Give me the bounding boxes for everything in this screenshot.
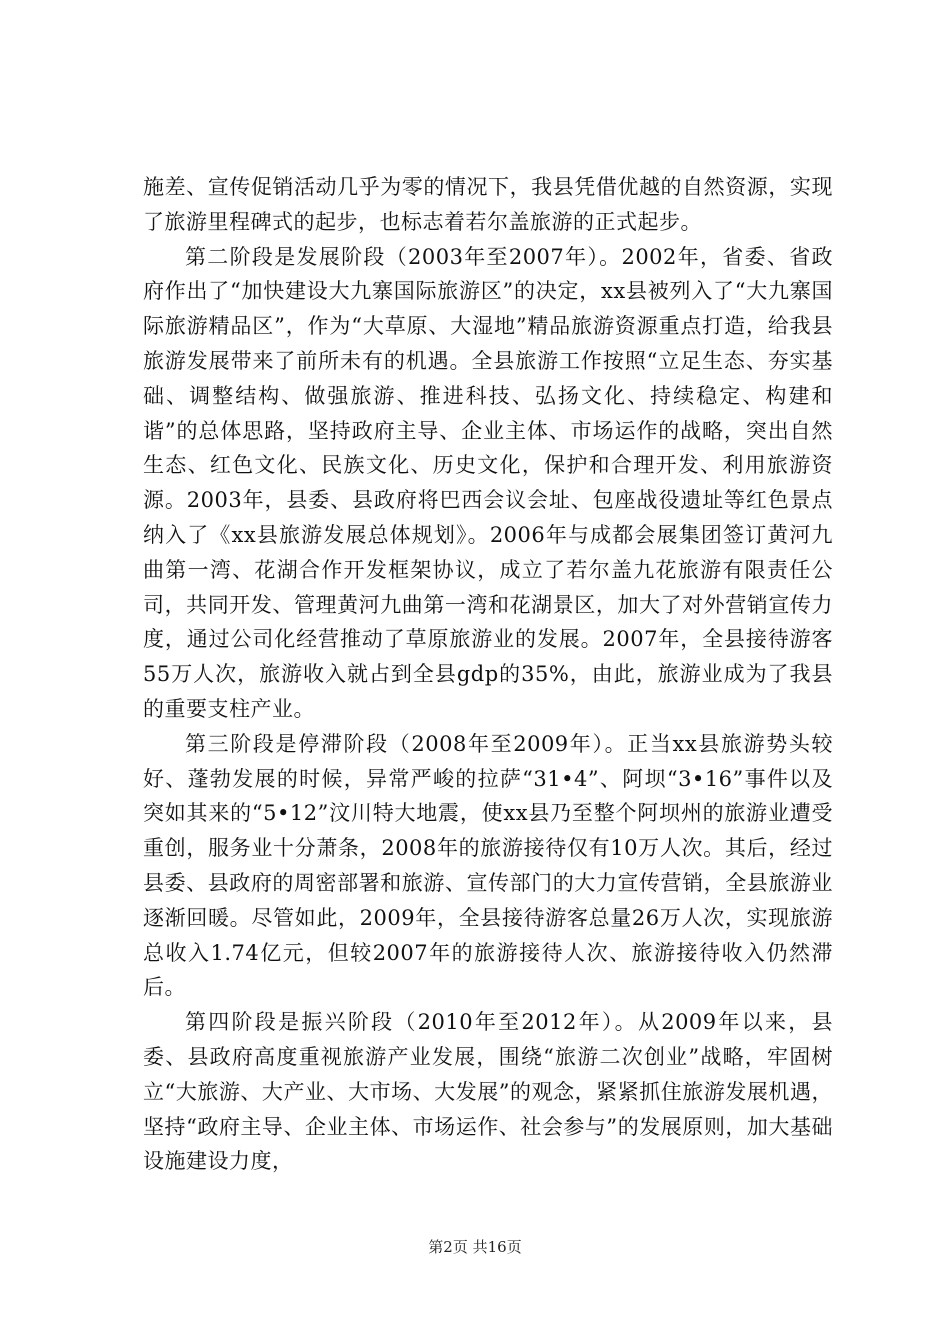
paragraph-stage-three: 第三阶段是停滞阶段（2008年至2009年）。正当xx县旅游势头较好、蓬勃发展的时候，异常严峻的拉萨“31•4”、阿坝“3•16”事件以及突如其来的“5•12”汶川特大地震，使xx县乃至整个阿坝州的旅游业遭受重创，服务业十分萧条，2008年的旅游接待仅有10万人次。其后，经过县委、县政府的周密部署和旅游、宣传部门的大力宣传营销，全县旅游业逐渐回暖。尽管如此，2009年，全县接待游客总量26万人次，实现旅游总收入1.74亿元，但较2007年的旅游接待人次、旅游接待收入仍然滞后。 [143,731,833,1000]
paragraph-stage-two: 第二阶段是发展阶段（2003年至2007年）。2002年，省委、省政府作出了“加快建设大九寨国际旅游区”的决定，xx县被列入了“大九寨国际旅游精品区”，作为“大草原、大湿地”精品旅游资源重点打造，给我县旅游发展带来了前所未有的机遇。全县旅游工作按照“立足生态、夯实基础、调整结构、做强旅游、推进科技、弘扬文化、持续稳定、构建和谐”的总体思路，坚持政府主导、企业主体、市场运作的战略，突出自然生态、红色文化、民族文化、历史文化，保护和合理开发、利用旅游资源。2003年，县委、县政府将巴西会议会址、包座战役遗址等红色景点纳入了《xx县旅游发展总体规划》。2006年与成都会展集团签订黄河九曲第一湾、花湖合作开发框架协议，成立了若尔盖九花旅游有限责任公司，共同开发、管理黄河九曲第一湾和花湖景区，加大了对外营销宣传力度，通过公司化经营推动了草原旅游业的发展。2007年，全县接待游客55万人次，旅游收入就占到全县gdp的35%，由此，旅游业成为了我县的重要支柱产业。 [143,244,833,721]
paragraph-continuation: 施差、宣传促销活动几乎为零的情况下，我县凭借优越的自然资源，实现了旅游里程碑式的起步，也标志着若尔盖旅游的正式起步。 [143,175,833,234]
page-footer: 第2页 共16页 [428,1238,522,1256]
paragraph-stage-four: 第四阶段是振兴阶段（2010年至2012年）。从2009年以来，县委、县政府高度重视旅游产业发展，围绕“旅游二次创业”战略，牢固树立“大旅游、大产业、大市场、大发展”的观念，紧紧抓住旅游发展机遇，坚持“政府主导、企业主体、市场运作、社会参与”的发展原则，加大基础设施建设力度， [143,1010,833,1174]
document-body [143,170,833,1179]
